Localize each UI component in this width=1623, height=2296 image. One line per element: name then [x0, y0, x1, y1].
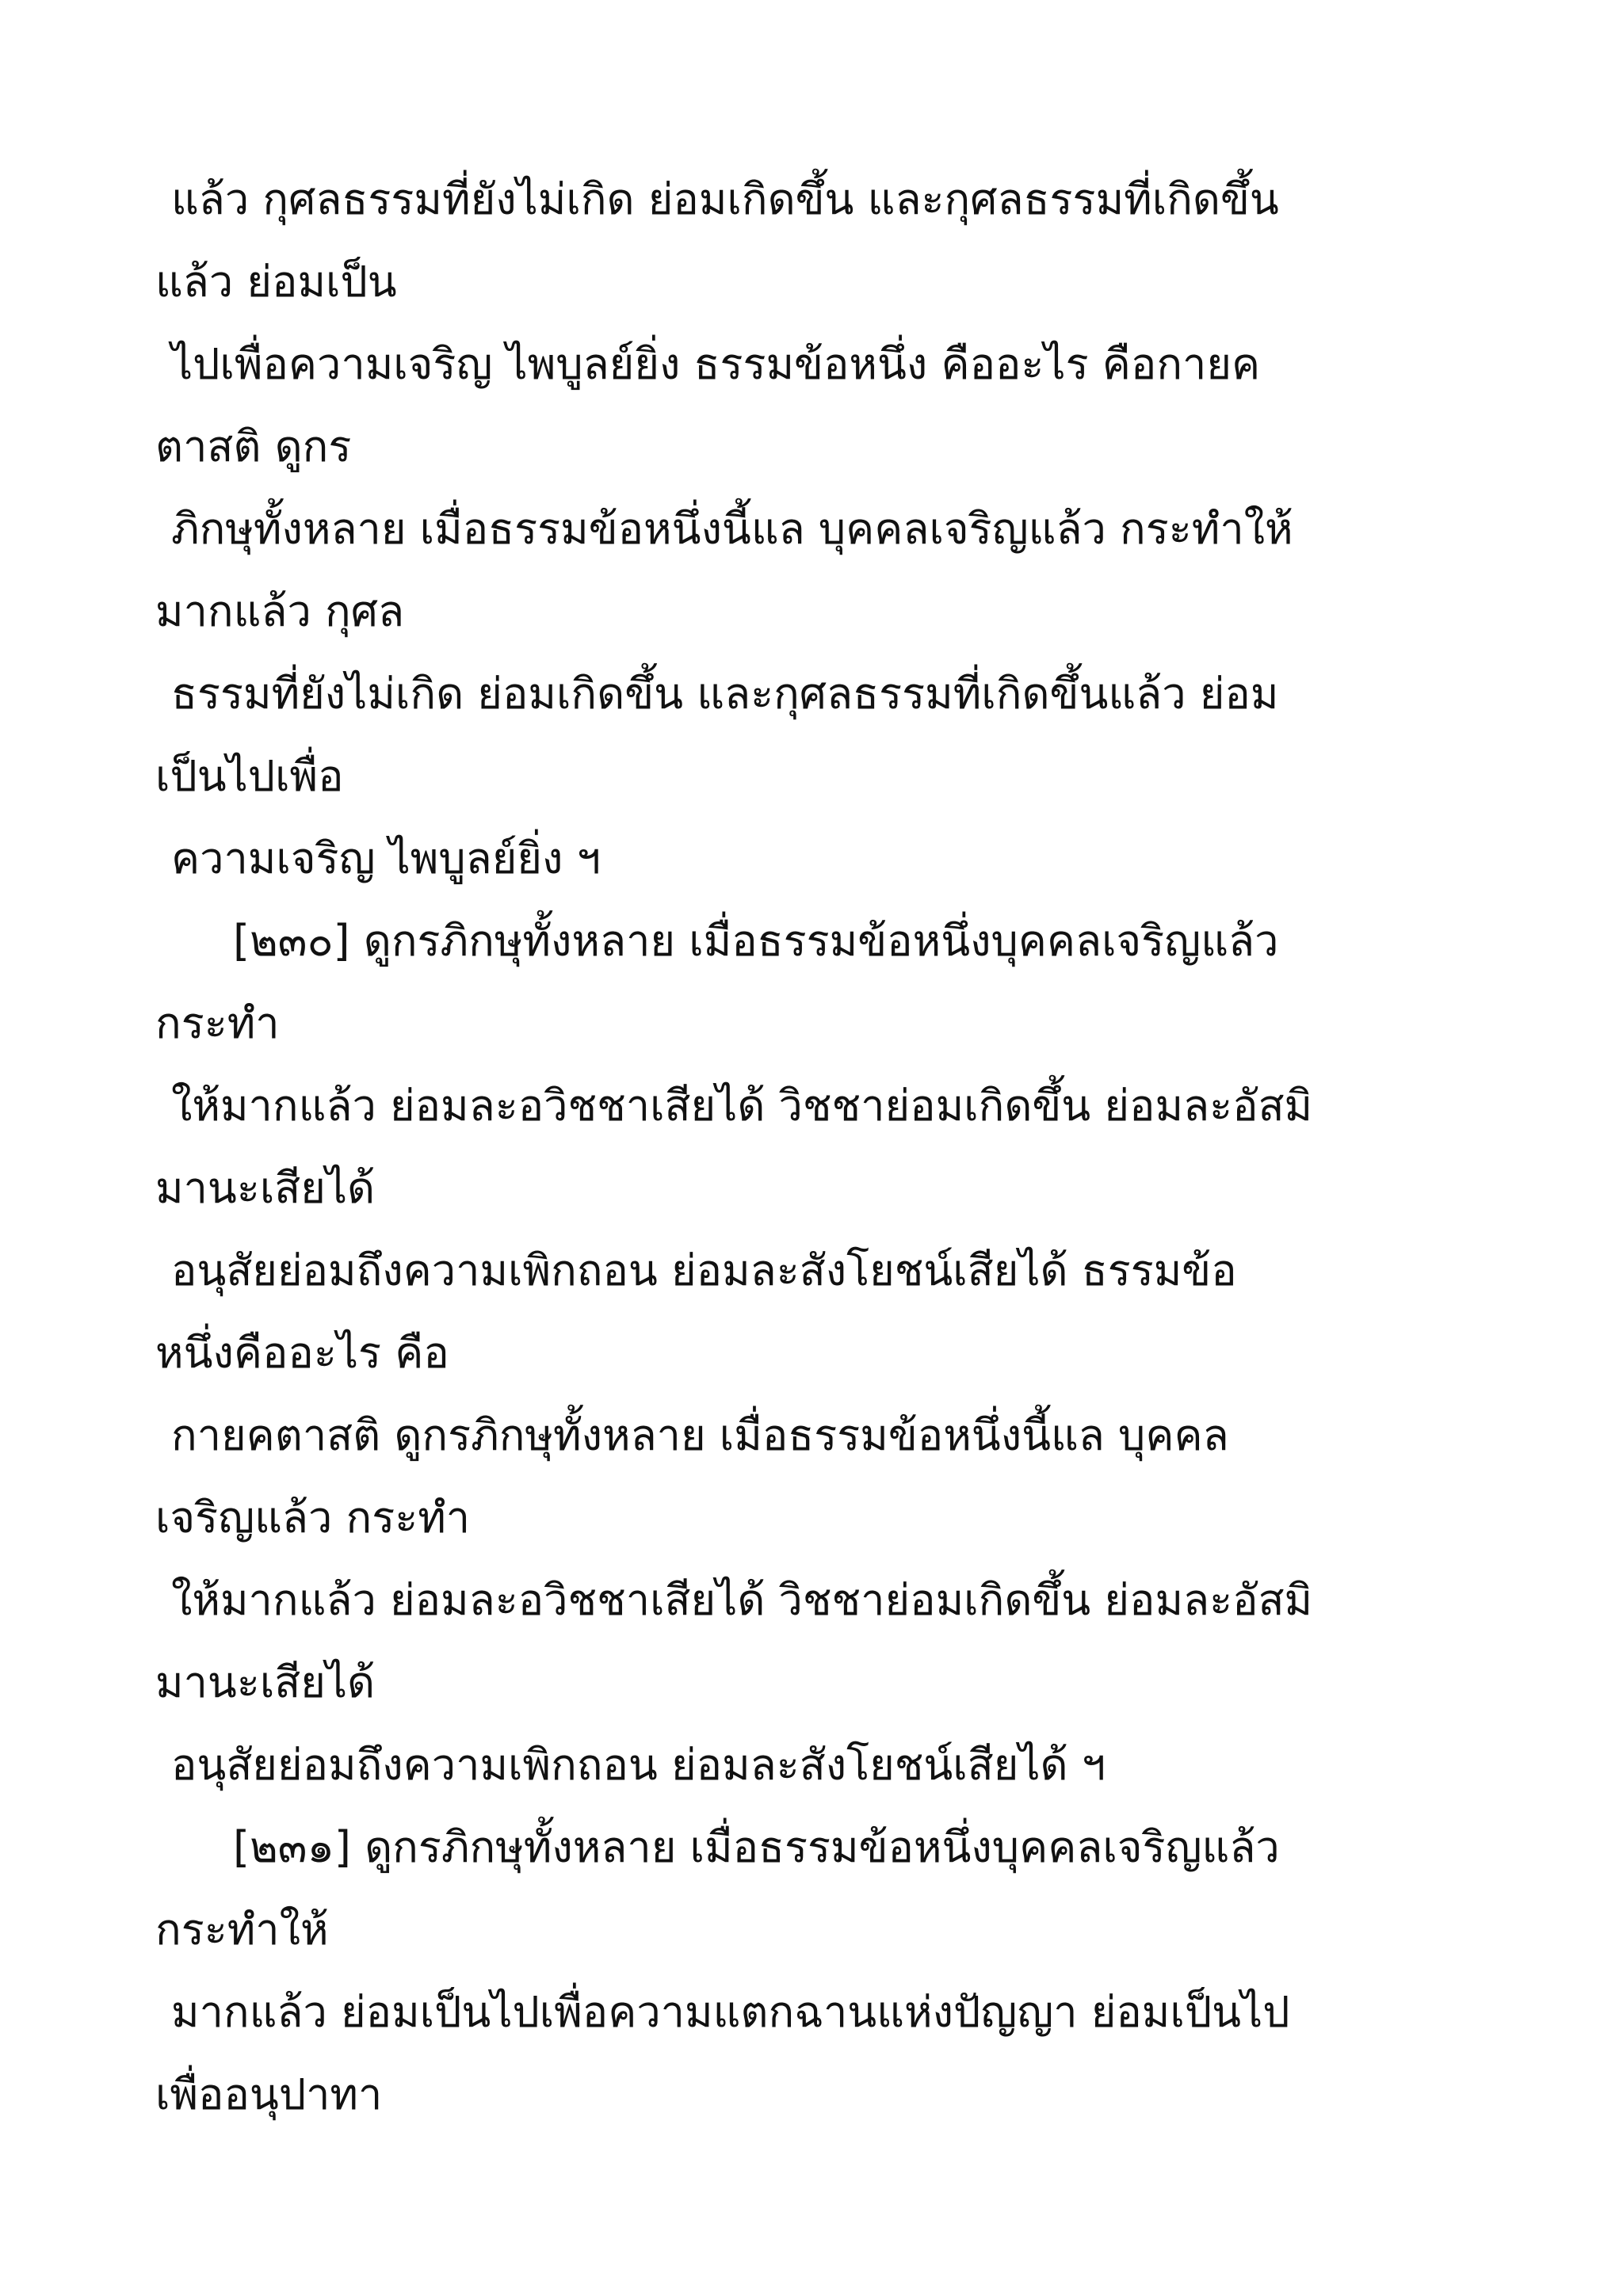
- text-line: มานะเสียได้: [155, 1657, 376, 1707]
- text-line: กระทำ: [155, 998, 280, 1048]
- text-line: เป็นไปเพื่อ: [155, 751, 344, 801]
- text-line: แล้ว กุศลธรรมที่ยังไม่เกิด ย่อมเกิดขึ้น และกุศลธรรมที่เกิดขึ้น: [171, 174, 1279, 224]
- paragraph-start-line: [๒๓๐] ดูกรภิกษุทั้งหลาย เมื่อธรรมข้อหนึ่งบุคคลเจริญแล้ว: [233, 916, 1279, 966]
- text-line: ภิกษุทั้งหลาย เมื่อธรรมข้อหนึ่งนี้แล บุคคลเจริญแล้ว กระทำให้: [171, 504, 1293, 554]
- text-line: ตาสติ ดูกร: [155, 421, 352, 471]
- text-line: หนึ่งคืออะไร คือ: [155, 1328, 449, 1378]
- text-line: ให้มากแล้ว ย่อมละอวิชชาเสียได้ วิชชาย่อมเกิดขึ้น ย่อมละอัสมิ: [171, 1081, 1313, 1131]
- text-line: ธรรมที่ยังไม่เกิด ย่อมเกิดขึ้น และกุศลธรรมที่เกิดขึ้นแล้ว ย่อม: [171, 669, 1279, 719]
- text-line: มานะเสียได้: [155, 1163, 376, 1213]
- text-line: มากแล้ว กุศล: [155, 586, 405, 636]
- document-body: [155, 158, 1487, 2136]
- text-line: อนุสัยย่อมถึงความเพิกถอน ย่อมละสังโยชน์เสียได้ ฯ: [171, 1740, 1106, 1790]
- text-line: ความเจริญ ไพบูลย์ยิ่ง ฯ: [171, 833, 601, 883]
- text-line: มากแล้ว ย่อมเป็นไปเพื่อความแตกฉานแห่งปัญญา ย่อมเป็นไป: [171, 1987, 1290, 2037]
- text-line: เจริญแล้ว กระทำ: [155, 1493, 471, 1543]
- text-line: กระทำให้: [155, 1905, 329, 1955]
- text-line: ไปเพื่อความเจริญ ไพบูลย์ยิ่ง ธรรมข้อหนึ่ง คืออะไร คือกายค: [171, 339, 1261, 389]
- text-line: เพื่ออนุปาทา: [155, 2069, 383, 2119]
- paragraph-start-line: [๒๓๑] ดูกรภิกษุทั้งหลาย เมื่อธรรมข้อหนึ่งบุคคลเจริญแล้ว: [233, 1822, 1280, 1872]
- text-line: กายคตาสติ ดูกรภิกษุทั้งหลาย เมื่อธรรมข้อหนึ่งนี้แล บุคคล: [171, 1410, 1229, 1460]
- text-line: แล้ว ย่อมเป็น: [155, 257, 397, 307]
- text-line: อนุสัยย่อมถึงความเพิกถอน ย่อมละสังโยชน์เสียได้ ธรรมข้อ: [171, 1245, 1237, 1295]
- text-line: ให้มากแล้ว ย่อมละอวิชชาเสียได้ วิชชาย่อมเกิดขึ้น ย่อมละอัสมิ: [171, 1575, 1313, 1625]
